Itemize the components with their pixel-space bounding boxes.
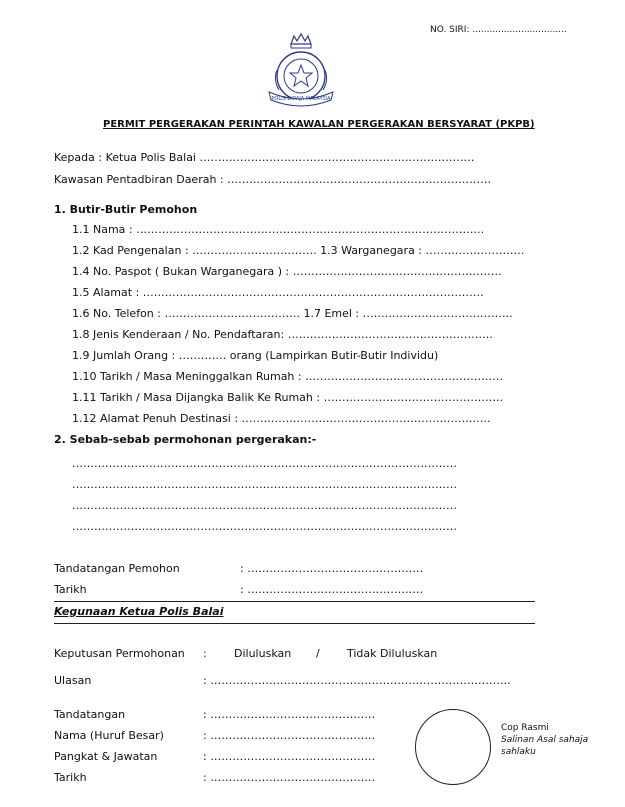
applicant-date-label: Tarikh [54, 583, 87, 596]
leave-time-field[interactable]: 1.10 Tarikh / Masa Meninggalkan Rumah : ……………………………………………… [72, 370, 504, 383]
vehicle-field[interactable]: 1.8 Jenis Kenderaan / No. Pendaftaran: ……………………………………………….. [72, 328, 493, 341]
stamp-note-line-1: Cop Rasmi [501, 723, 549, 733]
officer-name-label: Nama (Huruf Besar) [54, 729, 164, 742]
official-use-heading: Kegunaan Ketua Polis Balai [54, 605, 224, 618]
passport-field[interactable]: 1.4 No. Paspot ( Bukan Warganegara ) : ………………………………………………… [72, 265, 502, 278]
reason-line-3[interactable]: …………………………………………………………………………………………… [72, 499, 457, 512]
officer-date-field[interactable]: : ……………………………………… [203, 771, 376, 784]
option-separator: / [316, 647, 320, 660]
approved-option[interactable]: Diluluskan [234, 647, 292, 660]
serial-number-field: NO. SIRI: ................................. [430, 25, 567, 35]
section-1-title: 1. Butir-Butir Pemohon [54, 203, 198, 216]
phone-email-field[interactable]: 1.6 No. Telefon : ………………………………. 1.7 Emel : ………………………………….. [72, 307, 513, 320]
ic-nationality-field[interactable]: 1.2 Kad Pengenalan : ……………………………. 1.3 Warganegara : ……………………… [72, 244, 525, 257]
return-time-field[interactable]: 1.11 Tarikh / Masa Dijangka Balik Ke Rumah : …………………………………………. [72, 391, 504, 404]
rejected-option[interactable]: Tidak Diluluskan [347, 647, 438, 660]
stamp-note-line-3: sahlaku [501, 747, 536, 757]
officer-signature-field[interactable]: : ……………………………………… [203, 708, 376, 721]
destination-field[interactable]: 1.12 Alamat Penuh Destinasi : ………………………………………………………….. [72, 412, 491, 425]
district-field[interactable]: Kawasan Pentadbiran Daerah : ……………………………………………………………… [54, 173, 492, 186]
persons-count-field[interactable]: 1.9 Jumlah Orang : …………. orang (Lampirkan Butir-Butir Individu) [72, 349, 439, 362]
form-title: PERMIT PERGERAKAN PERINTAH KAWALAN PERGERAKAN BERSYARAT (PKPB) [103, 119, 535, 130]
applicant-signature-field[interactable]: : ………………………………………… [240, 562, 424, 575]
officer-date-label: Tarikh [54, 771, 87, 784]
name-field[interactable]: 1.1 Nama : ………………………………………………………………………………….. [72, 223, 485, 236]
remarks-field[interactable]: : ………………………………………………………………………. [203, 674, 511, 687]
officer-signature-label: Tandatangan [54, 708, 126, 721]
reason-line-1[interactable]: …………………………………………………………………………………………… [72, 457, 457, 470]
divider-bottom [54, 623, 535, 624]
address-field[interactable]: 1.5 Alamat : ………………………………………………………………………………… [72, 286, 484, 299]
officer-rank-field[interactable]: : ……………………………………… [203, 750, 376, 763]
remarks-label: Ulasan [54, 674, 92, 687]
decision-colon: : [203, 647, 207, 660]
officer-name-field[interactable]: : ……………………………………… [203, 729, 376, 742]
section-2-title: 2. Sebab-sebab permohonan pergerakan:- [54, 433, 317, 446]
to-police-chief-field[interactable]: Kepada : Ketua Polis Balai ………………………………………………………………… [54, 151, 475, 164]
applicant-date-field[interactable]: : ………………………………………… [240, 583, 424, 596]
reason-line-4[interactable]: …………………………………………………………………………………………… [72, 520, 457, 533]
decision-label: Keputusan Permohonan [54, 647, 185, 660]
reason-line-2[interactable]: …………………………………………………………………………………………… [72, 478, 457, 491]
stamp-note-line-2: Salinan Asal sahaja [501, 735, 589, 745]
emblem-ribbon-text: POLIS DIRAJA MALAYSIA [271, 96, 331, 102]
applicant-signature-label: Tandatangan Pemohon [54, 562, 180, 575]
officer-rank-label: Pangkat & Jawatan [54, 750, 158, 763]
official-stamp-area[interactable] [415, 709, 491, 785]
divider-top [54, 601, 535, 602]
